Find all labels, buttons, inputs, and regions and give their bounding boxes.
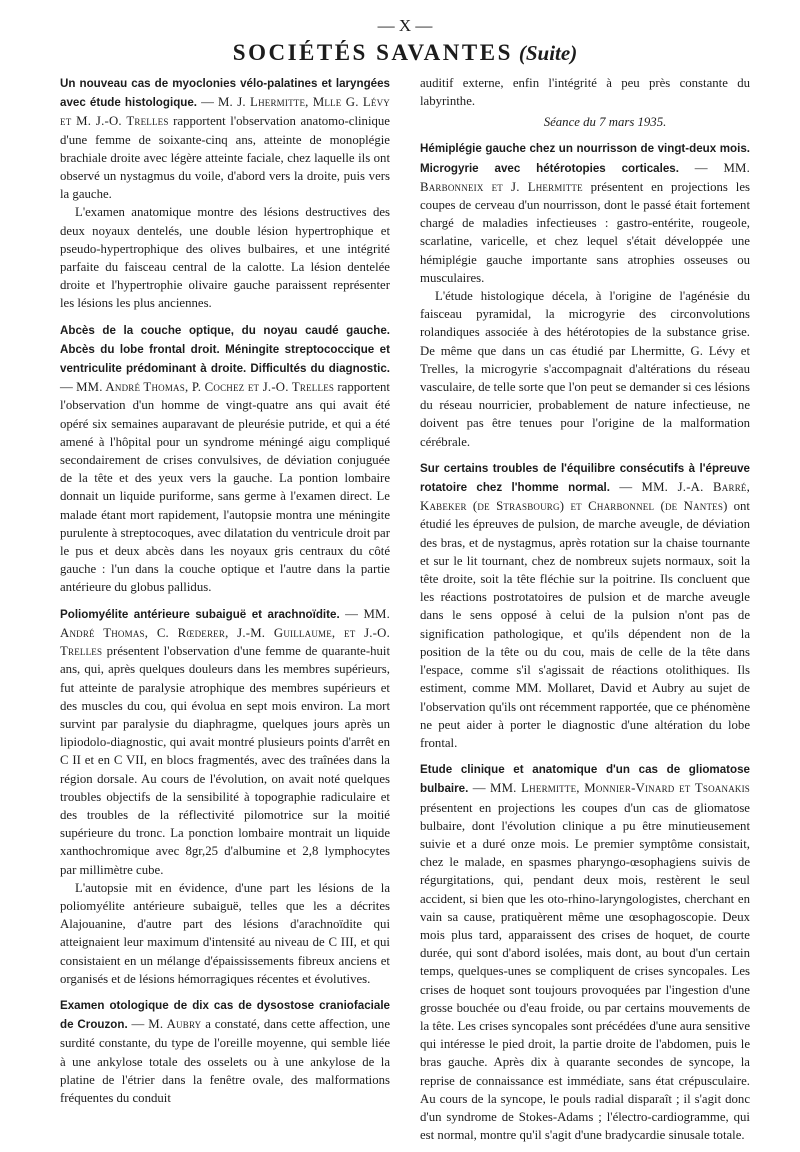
article-text: présentent en projections les coupes d'un cas de gliomatose bulbaire, dont l'évolution clinique a pu être minutieusement suivie et a duré onze mois. Le premier symptôme consistait, chez le malade, en spasmes pharyngo-œsophagiens suivis de régurgitations, qui, pendant deux mois, restèrent le seul accident, si bien que les oto-rhino-laryngologistes, cherchant en vain sa cause, pratiquèrent même une œsophagoscopie. Deux mois plus tard, apparaissent des crises de hoquet, de courte durée, qui sont d'abord isolées, mais dont, au bout d'un certain temps, quelques-unes se compliquent de crises syncopales. Les crises de hoquet sont toujours provoquées par l'ingestion d'une grosse bouchée ou d'eau froide, ou par certains mouvements de la tête. Les crises syncopales sont précédées d'une aura sensitive qui intéresse le pied droit, la partie droite de l'abdomen, puis le bras gauche. Après dix à quarante secondes de syncope, la reprise de connaissance est immédiate, sans état crépusculaire. Au cours de la syncope, le pouls radial disparaît ; il s'agit donc d'un syndrome de Stokes-Adams ; l'électro-cardiogramme, qui est normal, montre qu'il s'agit d'une bradycardie sinusale totale. bbox=[420, 800, 750, 1143]
page-number: — X — bbox=[377, 16, 433, 35]
dash-separator: — bbox=[339, 606, 364, 621]
article-hemiplegie bbox=[420, 139, 750, 450]
left-column bbox=[60, 74, 390, 1152]
article-dysostose bbox=[60, 996, 390, 1107]
article-authors: M. Aubry bbox=[148, 1017, 202, 1032]
article-paragraph bbox=[420, 139, 750, 287]
section-title: SOCIÉTÉS SAVANTES bbox=[232, 40, 513, 65]
article-paragraph: L'étude histologique décela, à l'origine de l'agénésie du faisceau pyramidal, la microgyrie des circonvolutions rolandiques associée à des hétérotopies de la substance grise. De même que dans un cas étudié par Lhermitte, G. Lévy et Trelles, la microgyrie s'accompagnait d'altérations du réseau vasculaire, de telle sorte que l'on peut se demander si ces lésions du réseau nourricier, probablement de nature infectieuse, ne doivent pas être tenues pour l'origine de la malformation cérébrale. bbox=[420, 289, 750, 449]
article-title: Un nouveau cas de myoclonies vélo-palatines et laryngées avec étude histologique. bbox=[60, 77, 390, 110]
article-text: présentent l'observation d'une femme de quarante-huit ans, qui, après quelques douleurs dans les membres supérieurs, fut atteinte de paralysie atrophique des membres supérieurs et des muscles du cou, qui évolua en sept mois environ. La mort survint par paralysie du diaphragme, quelques jours après un lipiodolo-diagnostic, qui avait montré plusieurs points d'arrêt en C II et en C VII, en blocs fragmentés, avec des traînées dans la région dorsale. Au cours de l'évolution, on avait noté quelques troubles objectifs de la sensibilité à topographie radiculaire et des troubles de la réflectivité pilomotrice sur la moitié supérieure du tronc. La ponction lombaire montrait un liquide xanthochromique avec 8gr,25 d'albumine et 2,8 lymphocytes par millimètre cube. bbox=[60, 644, 390, 877]
article-authors: MM. André Thomas, P. Cochez et J.-O. Trelles bbox=[76, 380, 335, 395]
article-paragraph bbox=[60, 996, 390, 1107]
continued-paragraph: auditif externe, enfin l'intégrité à peu près constante du labyrinthe. bbox=[420, 76, 750, 109]
article-title: Hémiplégie gauche chez un nourrisson de vingt-deux mois. Microgyrie avec hétérotopies corticales. bbox=[420, 142, 750, 175]
article-paragraph: L'autopsie mit en évidence, d'une part les lésions de la poliomyélite antérieure subaiguë, telles que les a décrites Alajouanine, d'autre part des lésions d'arachnoïdite qui atteignaient leur maximum d'intensité au niveau de C III, et qui consistaient en un mélange d'épaississements fibreux anciens et organisés et de lésions hémorragiques récentes et évolutives. bbox=[60, 880, 390, 986]
article-paragraph bbox=[60, 605, 390, 879]
dash-separator: — bbox=[60, 380, 77, 395]
seance-date: Séance du 7 mars 1935. bbox=[543, 115, 667, 130]
dash-separator: — bbox=[468, 781, 490, 796]
dash-separator: — bbox=[127, 1017, 149, 1032]
dash-separator: — bbox=[678, 160, 724, 175]
right-column bbox=[420, 74, 750, 1152]
two-column-body bbox=[60, 74, 750, 1152]
dash-separator: — bbox=[610, 480, 642, 495]
article-text: a constaté, dans cette affection, une surdité constante, du type de l'oreille moyenne, qui semble liée à une ankylose totale des osselets ou à une ankylose de la platine de l'étrier dans la fenêtre ovale, des malformations fréquentes du conduit bbox=[60, 1017, 390, 1105]
page-title bbox=[60, 39, 750, 67]
article-authors: MM. Barbonneix et J. Lhermitte bbox=[420, 160, 750, 194]
article-text: rapportent l'observation anatomo-clinique d'une femme de soixante-cinq ans, atteinte de monoplégie brachiale droite avec légère atteinte faciale, chez laquelle ils ont observé un nystagmus du voile, d'abord vers la droite, puis vers la gauche. bbox=[60, 114, 390, 202]
article-paragraph bbox=[60, 74, 390, 203]
section-title-suffix: (Suite) bbox=[518, 41, 578, 65]
article-myoclonies bbox=[60, 74, 390, 313]
article-paragraph bbox=[420, 760, 750, 1144]
article-paragraph bbox=[60, 321, 390, 597]
article-abces bbox=[60, 321, 390, 597]
article-title: Poliomyélite antérieure subaiguë et arachnoïdite. bbox=[60, 607, 340, 621]
article-text: présentent en projections les coupes de cerveau d'un nourrisson, dont le passé était fortement chargé de maladies infectieuses : gastro-entérite, rougeole, scarlatine, varicelle, et chez lequel s'était développée une hémiplégie gauche importante sans atrophies osseuses ou musculaires. bbox=[420, 179, 750, 285]
article-paragraph bbox=[420, 459, 750, 752]
article-title: Etude clinique et anatomique d'un cas de gliomatose bulbaire. bbox=[420, 763, 750, 796]
article-title: Examen otologique de dix cas de dysostose craniofaciale de Crouzon. bbox=[60, 998, 390, 1032]
article-text: ont étudié les épreuves de pulsion, de marche aveugle, de déviation des bras, et de nystagmus, après rotation sur la chaise tournante et sur le lit tournant, chez de nombreux sujets normaux, soit la tête droite, soit la tête fléchie sur la poitrine. Ils concluent que les réactions postrotatoires de pulsion et de marche aveugle dans le sens opposé à celui de la pulsion n'ont pas de signification pathologique, et qu'ils dépendent non de la position de la tête ou du cou, mais de celle de la tête dans l'espace, comme s'il s'agissait de réactions otolithiques. Ils estiment, comme MM. Mollaret, David et Aubry au sujet de l'observation qu'ils ont récemment rapportée, que ce phénomène ne peut aider à porter le diagnostic d'une altération du lobe frontal. bbox=[420, 499, 750, 750]
article-equilibre bbox=[420, 459, 750, 752]
article-text: rapportent l'observation d'un homme de vingt-quatre ans qui avait été opéré six semaines auparavant de pleurésie putride, et qui a été amené à l'hôpital pour un syndrome méningé aigu compliqué secondairement de crises convulsives, de déviation conjuguée de la tête et des yeux vers la gauche. La pontion lombaire donnait un liquide puriforme, sans germe à l'examen direct. Le malade étant mort rapidement, l'autopsie montra une méningite purulente à streptocoques, avec dilatation du ventricule droit par le pus et deux abcès dans les noyaux gris centraux du côté gauche : l'un dans la couche optique et l'autre dans la partie antérieure du globus pallidus. bbox=[60, 380, 390, 595]
article-title: Sur certains troubles de l'équilibre consécutifs à l'épreuve rotatoire chez l'homme normal. bbox=[420, 461, 750, 495]
article-authors: M. J. Lhermitte, Mlle G. Lévy et M. J.-O. Trelles bbox=[60, 95, 390, 129]
article-paragraph: L'examen anatomique montre des lésions destructives des deux noyaux dentelés, une double lésion hypertrophique et pseudo-hypertrophique des olives bulbaires, et une intégrité parfaite du faisceau central de la calotte. La lésion dentelée droite et l'hypertrophie olivaire gauche paraissent représenter les lésions les plus anciennes. bbox=[60, 205, 390, 311]
article-title: Abcès de la couche optique, du noyau caudé gauche. Abcès du lobe frontal droit. Méningite streptococcique et ventriculite prédominant à droite. Difficultés du diagnostic. bbox=[60, 323, 390, 376]
article-gliomatose bbox=[420, 760, 750, 1144]
article-authors: MM. Lhermitte, Monnier-Vinard et Tsoanakis bbox=[489, 781, 751, 796]
article-authors: MM. J.-A. Barré, Kabeker (de Strasbourg) et Charbonnel (de Nantes) bbox=[420, 480, 750, 514]
article-authors: MM. André Thomas, C. Rœderer, J.-M. Guillaume, et J.-O. Trelles bbox=[60, 606, 390, 659]
article-poliomyelite bbox=[60, 605, 390, 988]
dash-separator: — bbox=[197, 95, 218, 110]
